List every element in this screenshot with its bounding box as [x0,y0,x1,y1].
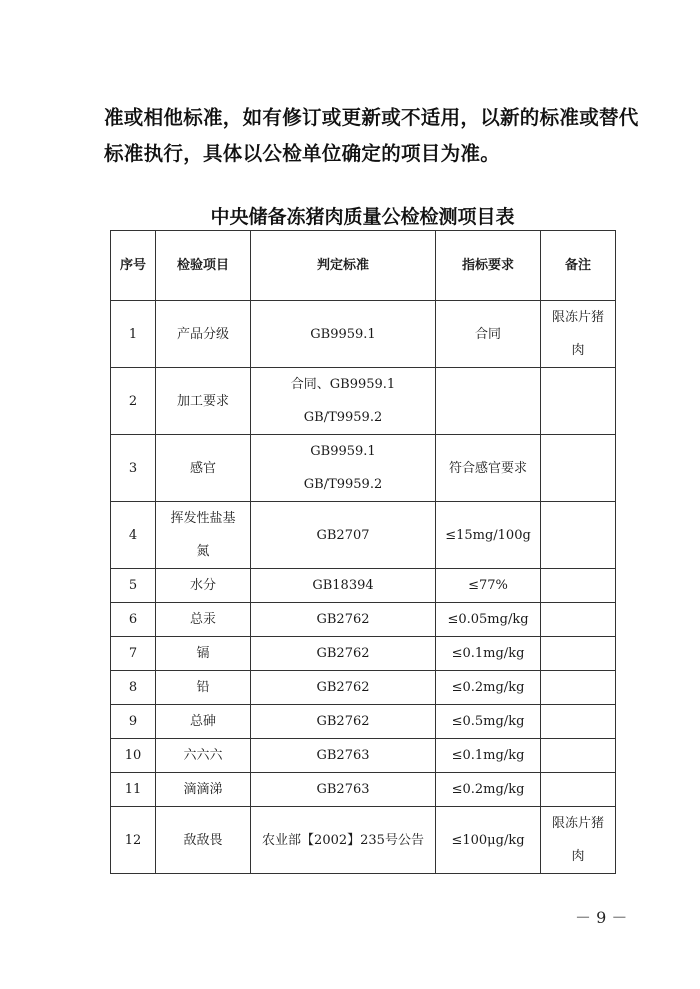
cell-requirement: 符合感官要求 [436,435,541,502]
cell-remark [541,368,616,435]
cell-no: 9 [111,705,156,739]
cell-no: 3 [111,435,156,502]
cell-standard [251,739,436,773]
cell-standard [251,301,436,368]
cell-requirement: ≤100μg/kg [436,807,541,874]
cell-standard [251,637,436,671]
cell-item: 加工要求 [156,368,251,435]
table-row [111,773,616,807]
cell-item: 总砷 [156,705,251,739]
header-no: 序号 [111,231,156,301]
header-standard: 判定标准 [251,231,436,301]
cell-requirement: ≤0.05mg/kg [436,603,541,637]
cell-standard-line: GB9959.1 [310,444,376,459]
cell-requirement: ≤15mg/100g [436,502,541,569]
cell-remark [541,739,616,773]
cell-requirement: ≤0.2mg/kg [436,671,541,705]
intro-line-2: 标准执行，具体以公检单位确定的项目为准。 [104,142,501,165]
cell-standard-line: GB/T9959.2 [303,410,383,425]
intro-line-1: 准或相他标准，如有修订或更新或不适用，以新的标准或替代 [104,106,639,129]
cell-no: 12 [111,807,156,874]
cell-item: 水分 [156,569,251,603]
cell-no: 1 [111,301,156,368]
table-row [111,569,616,603]
page-number: － 9 － [575,908,628,927]
cell-item-line: 氮 [196,544,210,559]
cell-standard-line: GB2707 [316,527,370,543]
header-item: 检验项目 [156,231,251,301]
table-row [111,368,616,435]
cell-standard-line: GB18394 [312,578,374,593]
cell-standard [251,705,436,739]
cell-no: 8 [111,671,156,705]
cell-item: 六六六 [156,739,251,773]
cell-standard-line: 农业部【2002】235号公告 [262,832,424,848]
cell-item: 镉 [156,637,251,671]
cell-remark-line: 肉 [571,343,585,358]
table-title: 中央储备冻猪肉质量公检检测项目表 [210,206,515,228]
intro-paragraph [104,100,639,172]
cell-remark [541,637,616,671]
table-row [111,739,616,773]
cell-standard-line: GB2762 [316,612,370,627]
cell-standard-line: GB2763 [316,748,370,763]
cell-item: 铅 [156,671,251,705]
table-row [111,502,616,569]
cell-requirement: ≤77% [436,569,541,603]
cell-remark-line: 限冻片猪 [551,816,604,831]
cell-no: 4 [111,502,156,569]
cell-no: 2 [111,368,156,435]
cell-remark [541,671,616,705]
header-requirement: 指标要求 [436,231,541,301]
cell-remark-line: 肉 [571,849,585,864]
cell-remark [541,773,616,807]
cell-standard [251,502,436,569]
cell-remark [541,603,616,637]
cell-requirement: ≤0.2mg/kg [436,773,541,807]
cell-no: 7 [111,637,156,671]
cell-standard-line: GB2762 [316,646,370,661]
cell-requirement: ≤0.5mg/kg [436,705,541,739]
cell-requirement: ≤0.1mg/kg [436,739,541,773]
cell-standard [251,569,436,603]
cell-remark [541,569,616,603]
cell-no: 6 [111,603,156,637]
cell-remark [541,705,616,739]
cell-standard-line: GB2763 [316,782,370,797]
table-row [111,671,616,705]
cell-item: 敌敌畏 [156,807,251,874]
cell-standard [251,603,436,637]
header-remark: 备注 [541,231,616,301]
cell-remark-line: 限冻片猪 [551,310,604,325]
cell-item-line: 挥发性盐基 [170,511,236,526]
cell-standard [251,671,436,705]
table-row [111,807,616,874]
cell-item [156,502,251,569]
cell-requirement: 合同 [436,301,541,368]
cell-requirement: ≤0.1mg/kg [436,637,541,671]
cell-remark [541,807,616,874]
cell-standard-line: 合同、GB9959.1 [290,377,396,392]
cell-item: 产品分级 [156,301,251,368]
cell-item: 感官 [156,435,251,502]
cell-standard [251,807,436,874]
cell-no: 10 [111,739,156,773]
cell-no: 5 [111,569,156,603]
cell-item: 滴滴涕 [156,773,251,807]
cell-standard [251,435,436,502]
table-header-row [111,231,616,301]
cell-standard-line: GB2762 [316,714,370,729]
cell-no: 11 [111,773,156,807]
cell-remark [541,301,616,368]
cell-standard-line: GB9959.1 [310,326,376,342]
table-body [111,301,616,874]
cell-requirement [436,368,541,435]
cell-remark [541,502,616,569]
cell-standard-line: GB2762 [316,680,370,695]
table-row [111,637,616,671]
table-row [111,301,616,368]
cell-remark [541,435,616,502]
cell-standard-line: GB/T9959.2 [303,477,383,492]
cell-standard [251,368,436,435]
cell-item: 总汞 [156,603,251,637]
table-row [111,603,616,637]
inspection-items-table [110,230,616,874]
cell-standard [251,773,436,807]
table-row [111,435,616,502]
table-row [111,705,616,739]
